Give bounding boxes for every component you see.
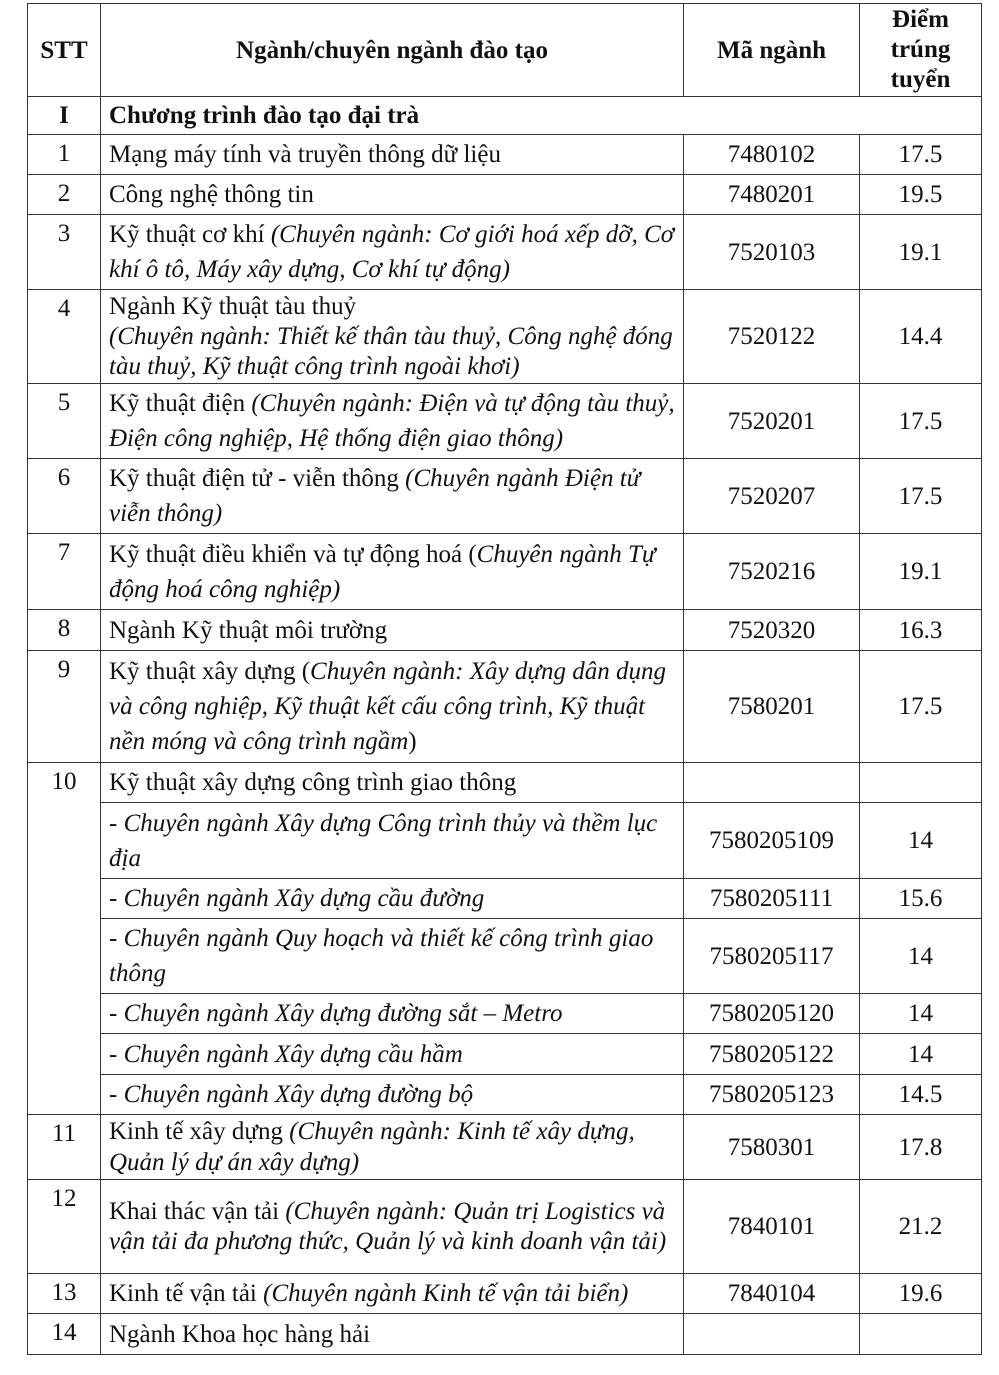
row-code (684, 1314, 860, 1355)
row-stt: 11 (28, 1115, 101, 1180)
row-major: Kỹ thuật xây dựng (Chuyên ngành: Xây dựng dân dụng và công nghiệp, Kỹ thuật kết cấu công trình, Kỹ thuật nền móng và công trình ngầm) (101, 651, 684, 763)
table-row (28, 175, 982, 215)
row-code (684, 763, 860, 803)
row-score: 19.1 (860, 534, 982, 610)
header-row (28, 4, 982, 97)
row-code: 7580301 (684, 1115, 860, 1180)
row-major: Ngành Khoa học hàng hải (101, 1314, 684, 1355)
row-major: Kỹ thuật điện tử - viễn thông (Chuyên ngành Điện tử viễn thông) (101, 459, 684, 534)
row-major: Kỹ thuật cơ khí (Chuyên ngành: Cơ giới hoá xếp dỡ, Cơ khí ô tô, Máy xây dựng, Cơ khí tự động) (101, 215, 684, 290)
row-stt: 10 (28, 763, 101, 1115)
row-code: 7520207 (684, 459, 860, 534)
row-score: 19.1 (860, 215, 982, 290)
sub-score: 14.5 (860, 1075, 982, 1115)
row-code: 7520103 (684, 215, 860, 290)
sub-row (28, 879, 982, 919)
row-stt: 13 (28, 1274, 101, 1314)
sub-code: 7580205122 (684, 1034, 860, 1075)
sub-major: - Chuyên ngành Xây dựng cầu hầm (101, 1034, 684, 1075)
table-row (28, 534, 982, 610)
row-major: Kỹ thuật xây dựng công trình giao thông (101, 763, 684, 803)
row-code: 7520122 (684, 290, 860, 384)
table-row (28, 290, 982, 384)
row-stt: 2 (28, 175, 101, 215)
sub-row (28, 994, 982, 1034)
row-code: 7520201 (684, 384, 860, 459)
table-row (28, 1115, 982, 1180)
sub-score: 14 (860, 1034, 982, 1075)
row-stt: 7 (28, 534, 101, 610)
sub-row (28, 803, 982, 879)
row-score: 17.8 (860, 1115, 982, 1180)
sub-major: - Chuyên ngành Xây dựng Công trình thủy và thềm lục địa (101, 803, 684, 879)
sub-score: 14 (860, 803, 982, 879)
header-score: Điểm trúng tuyển (860, 4, 982, 97)
section-row (28, 97, 982, 135)
table-row (28, 651, 982, 763)
sub-row (28, 1075, 982, 1115)
row-score: 16.3 (860, 610, 982, 651)
row-score (860, 763, 982, 803)
section-title: Chương trình đào tạo đại trà (101, 97, 982, 135)
row-code: 7520320 (684, 610, 860, 651)
row-stt: 8 (28, 610, 101, 651)
row-stt: 9 (28, 651, 101, 763)
row-code: 7580201 (684, 651, 860, 763)
sub-code: 7580205117 (684, 919, 860, 994)
row-stt: 1 (28, 135, 101, 175)
row-code: 7520216 (684, 534, 860, 610)
sub-code: 7580205123 (684, 1075, 860, 1115)
table-row (28, 1180, 982, 1274)
row-major: Mạng máy tính và truyền thông dữ liệu (101, 135, 684, 175)
row-major: Kỹ thuật điều khiển và tự động hoá (Chuyên ngành Tự động hoá công nghiệp) (101, 534, 684, 610)
row-score: 17.5 (860, 651, 982, 763)
row-stt: 14 (28, 1314, 101, 1355)
section-number: I (28, 97, 101, 135)
sub-major: - Chuyên ngành Xây dựng cầu đường (101, 879, 684, 919)
table-row (28, 459, 982, 534)
sub-code: 7580205111 (684, 879, 860, 919)
row-major: Kỹ thuật điện (Chuyên ngành: Điện và tự động tàu thuỷ, Điện công nghiệp, Hệ thống điện giao thông) (101, 384, 684, 459)
sub-code: 7580205109 (684, 803, 860, 879)
row-major: Khai thác vận tải (Chuyên ngành: Quản trị Logistics và vận tải đa phương thức, Quản lý và kinh doanh vận tải) (101, 1180, 684, 1274)
row-score: 14.4 (860, 290, 982, 384)
row-stt: 4 (28, 290, 101, 384)
row-major: Kinh tế xây dựng (Chuyên ngành: Kinh tế xây dựng, Quản lý dự án xây dựng) (101, 1115, 684, 1180)
header-major: Ngành/chuyên ngành đào tạo (101, 4, 684, 97)
sub-major: - Chuyên ngành Quy hoạch và thiết kế công trình giao thông (101, 919, 684, 994)
row-score (860, 1314, 982, 1355)
row-stt: 3 (28, 215, 101, 290)
row-major: Ngành Kỹ thuật tàu thuỷ (Chuyên ngành: Thiết kế thân tàu thuỷ, Công nghệ đóng tàu thuỷ, Kỹ thuật công trình ngoài khơi) (101, 290, 684, 384)
sub-score: 14 (860, 919, 982, 994)
sub-major: - Chuyên ngành Xây dựng đường sắt – Metro (101, 994, 684, 1034)
sub-score: 14 (860, 994, 982, 1034)
sub-row (28, 1034, 982, 1075)
row-score: 17.5 (860, 459, 982, 534)
row-code: 7480201 (684, 175, 860, 215)
table-row (28, 215, 982, 290)
sub-major: - Chuyên ngành Xây dựng đường bộ (101, 1075, 684, 1115)
sub-row (28, 919, 982, 994)
row-major: Kinh tế vận tải (Chuyên ngành Kinh tế vận tải biển) (101, 1274, 684, 1314)
row-stt: 12 (28, 1180, 101, 1274)
row-score: 19.5 (860, 175, 982, 215)
row-score: 21.2 (860, 1180, 982, 1274)
sub-score: 15.6 (860, 879, 982, 919)
table-row (28, 1274, 982, 1314)
row-score: 17.5 (860, 135, 982, 175)
row-stt: 5 (28, 384, 101, 459)
admission-score-table (27, 3, 982, 1355)
table-row (28, 763, 982, 803)
row-stt: 6 (28, 459, 101, 534)
table-row (28, 384, 982, 459)
table-row (28, 610, 982, 651)
row-score: 17.5 (860, 384, 982, 459)
header-stt: STT (28, 4, 101, 97)
row-code: 7840104 (684, 1274, 860, 1314)
row-score: 19.6 (860, 1274, 982, 1314)
header-code: Mã ngành (684, 4, 860, 97)
table-row (28, 135, 982, 175)
row-code: 7480102 (684, 135, 860, 175)
sub-code: 7580205120 (684, 994, 860, 1034)
row-major: Công nghệ thông tin (101, 175, 684, 215)
row-code: 7840101 (684, 1180, 860, 1274)
table-row (28, 1314, 982, 1355)
row-major: Ngành Kỹ thuật môi trường (101, 610, 684, 651)
